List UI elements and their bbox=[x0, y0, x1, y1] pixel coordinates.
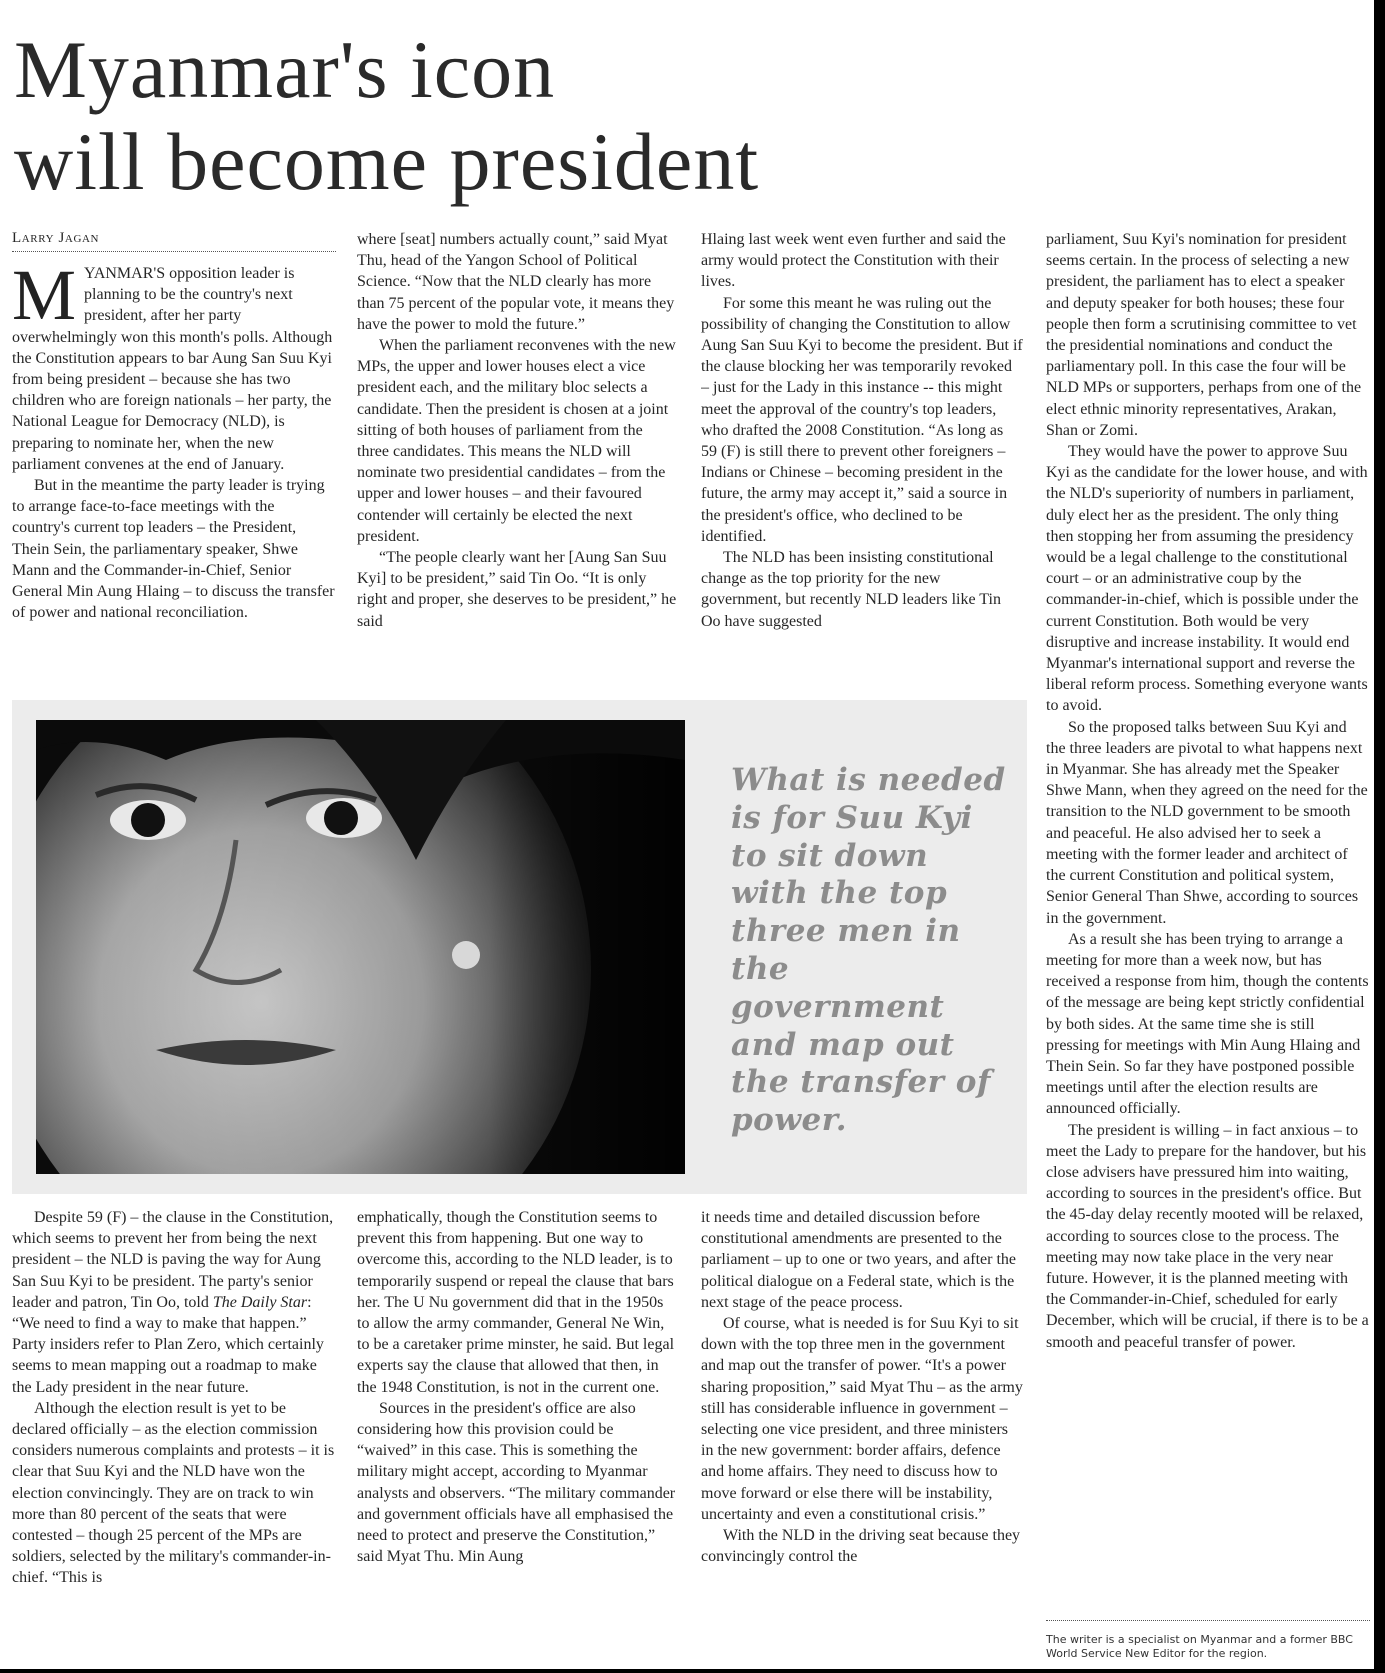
paragraph bbox=[12, 1207, 336, 1398]
page-right-border bbox=[1374, 0, 1385, 1673]
paragraph: Of course, what is needed is for Suu Kyi to sit down with the top three men in the government and map out the transfer of power. “It's a power sharing proposition,” said Myat Thu – as the army still has considerable influence in government – selecting one vice president, and three ministers in the new government: border affairs, defence and home affairs. They need to discuss how to move forward or else there will be instability, uncertainty and even a constitutional crisis.” bbox=[701, 1315, 1023, 1523]
paragraph: Hlaing last week went even further and said the army would protect the Constitution with their lives. bbox=[701, 231, 1006, 291]
pull-quote: What is needed is for Suu Kyi to sit down with the top three men in the government and map out the transfer of power. bbox=[731, 762, 1006, 1139]
paragraph: where [seat] numbers actually count,” said Myat Thu, head of the Yangon School of Political Science. “Now that the NLD clearly has more than 75 percent of the popular vote, it means they have the power to mold the future.” bbox=[357, 231, 675, 333]
column-3-top bbox=[701, 229, 1023, 691]
paragraph: parliament, Suu Kyi's nomination for president seems certain. In the process of selecting a new president, the parliament has to elect a speaker and deputy speaker for both houses; these four people then form a scrutinising committee to vet the presidential nominations and conduct the parliamentary poll. In this case the four will be NLD MPs or supporters, perhaps from one of the elect ethnic minority representatives, Arakan, Shan or Zomi. bbox=[1046, 231, 1362, 439]
paragraph: As a result she has been trying to arrange a meeting for more than a week now, but has received a response from him, though the contents of the message are being kept strictly confidential by both sides. At the same time she is still pressing for meetings with Min Aung Hlaing and Thein Sein. So far they have postponed possible meetings until after the election results are announced officially. bbox=[1046, 930, 1369, 1118]
byline: Larry Jagan bbox=[12, 230, 336, 252]
newspaper-name: The Daily Star bbox=[212, 1293, 308, 1311]
paragraph: They would have the power to approve Suu Kyi as the candidate for the lower house, and with the NLD's superiority of numbers in parliament, duly elect her as the president. The only thing then stopping her from assuming the presidency would be a legal challenge to the constitutional court – or an administrative coup by the commander-in-chief, which is possible under the current Constitution. Both would be very disruptive and increase instability. It would end Myanmar's international support and reverse the liberal reform process. Something everyone wants to avoid. bbox=[1046, 443, 1368, 715]
paragraph: Sources in the president's office are also considering how this provision could be “waived” in this case. This is something the military might accept, according to Myanmar analysts and observers. “The military commander and government officials have all emphasised the need to protect and preserve the Constitution,” said Myat Thu. Min Aung bbox=[357, 1399, 676, 1566]
paragraph: The president is willing – in fact anxious – to meet the Lady to prepare for the handover, but his close advisers have pressured him into waiting, according to sources in the president's office. But the 45-day delay recently mooted will be relaxed, according to sources close to the process. The meeting may now take place in the very near future. However, it is the planned meeting with the Commander-in-Chief, scheduled for early December, which will be crucial, if there is to be a smooth and peaceful transfer of power. bbox=[1046, 1121, 1369, 1351]
portrait-photo bbox=[36, 720, 685, 1174]
column-1-top bbox=[12, 230, 336, 690]
paragraph: The NLD has been insisting constitutional change as the top priority for the new government, but recently NLD leaders like Tin Oo have suggested bbox=[701, 549, 1001, 630]
paragraph: So the proposed talks between Suu Kyi and the three leaders are pivotal to what happens next in Myanmar. She has already met the Speaker Shwe Mann, when they agreed on the need for the transition to the NLD government to be smooth and peaceful. He also advised her to seek a meeting with the former leader and architect of the current Constitution and political system, Senior General Than Shwe, according to sources in the government. bbox=[1046, 718, 1368, 927]
drop-cap: M bbox=[12, 255, 77, 335]
column-1-bottom bbox=[12, 1207, 336, 1671]
lead-paragraph bbox=[12, 255, 336, 475]
headline-line-1: Myanmar's icon bbox=[14, 24, 556, 115]
paragraph: “The people clearly want her [Aung San Suu Kyi] to be president,” said Tin Oo. “It is only right and proper, she deserves to be president,” he said bbox=[357, 549, 677, 630]
column-2-bottom bbox=[357, 1207, 677, 1671]
text-run: : “We need to find a way to make that happen.” Party insiders refer to Plan Zero, which certainly seems to mean mapping out a roadmap to make the Lady president in the near future. bbox=[12, 1293, 324, 1396]
lead-text: YANMAR'S opposition leader is planning to be the country's next president, after her party overwhelmingly won this month's polls. Although the Constitution appears to bar Aung San Suu Kyi from being president – because she has two children who are foreign nationals – her party, the National League for Democracy (NLD), is preparing to nominate her, when the new parliament convenes at the end of January. bbox=[12, 265, 333, 473]
text-run: Despite 59 (F) – the clause in the Constitution, which seems to prevent her from being the next president – the NLD is paving the way for Aung San Suu Kyi to be president. The party's senior leader and patron, Tin Oo, told bbox=[12, 1209, 334, 1311]
paragraph: Although the election result is yet to be declared officially – as the election commission considers numerous complaints and protests – it is clear that Suu Kyi and the NLD have won the election convincingly. They are on track to win more than 80 percent of the seats that were contested – though 25 percent of the MPs are soldiers, selected by the military's commander-in-chief. “This is bbox=[12, 1399, 335, 1587]
portrait-image bbox=[36, 720, 685, 1174]
paragraph: it needs time and detailed discussion before constitutional amendments are presented to the parliament – up to one or two years, and after the political dialogue on a Federal state, which is the next stage of the peace process. bbox=[701, 1209, 1016, 1311]
paragraph: For some this meant he was ruling out the possibility of changing the Constitution to allow Aung San Suu Kyi to become the president. But if the clause blocking her was temporarily revoked – just for the Lady in this instance -- this might meet the approval of the country's top leaders, who drafted the 2008 Constitution. “As long as 59 (F) is still there to prevent other foreigners – Indians or Chinese – becoming president in the future, the army may accept it,” said a source in the president's office, who declined to be identified. bbox=[701, 294, 1023, 545]
paragraph: With the NLD in the driving seat because they convincingly control the bbox=[701, 1527, 1021, 1566]
headline-line-2: will become president bbox=[14, 116, 760, 207]
article-headline bbox=[14, 24, 974, 208]
column-3-bottom bbox=[701, 1207, 1023, 1671]
paragraph: When the parliament reconvenes with the new MPs, the upper and lower houses elect a vice president each, and the military bloc selects a candidate. Then the president is chosen at a joint sitting of both houses of parliament from the three candidates. This means the NLD will nominate two presidential candidates – from the upper and lower houses – and their favoured contender will certainly be elected the next president. bbox=[357, 337, 676, 545]
author-footnote: The writer is a specialist on Myanmar and a former BBC World Service New Editor for the region. bbox=[1046, 1620, 1370, 1661]
column-4 bbox=[1046, 229, 1370, 1615]
paragraph: But in the meantime the party leader is trying to arrange face-to-face meetings with the country's current top leaders – the President, Thein Sein, the parliamentary speaker, Shwe Mann and the Commander-in-Chief, Senior General Min Aung Hlaing – to discuss the transfer of power and national reconciliation. bbox=[12, 477, 335, 622]
paragraph: emphatically, though the Constitution seems to prevent this from happening. But one way to overcome this, according to the NLD leader, is to temporarily suspend or repeal the clause that bars her. The U Nu government did that in the 1950s to allow the army commander, General Ne Win, to be a caretaker prime minster, he said. But legal experts say the clause that allowed that then, in the 1948 Constitution, is not in the current one. bbox=[357, 1209, 675, 1396]
column-2-top bbox=[357, 229, 677, 691]
